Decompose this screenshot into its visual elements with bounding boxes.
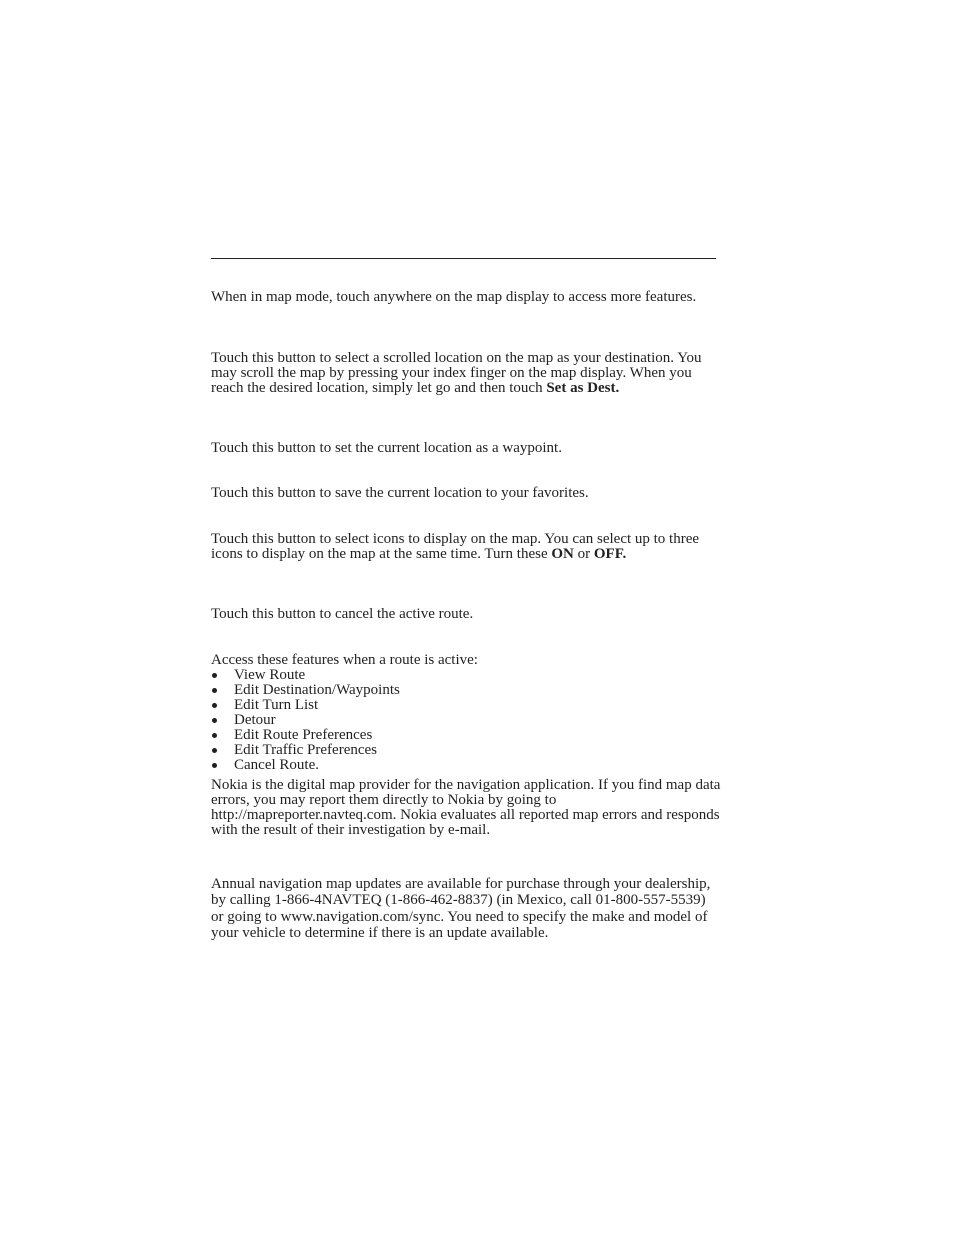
list-item-label: Edit Traffic Preferences xyxy=(234,742,378,758)
icons-description xyxy=(211,532,721,562)
route-features-list xyxy=(211,668,400,773)
list-item xyxy=(211,698,400,713)
set-as-dest-text: Touch this button to select a scrolled location on the map as your destination. You may scroll the map by pressing your index finger on the map display. When you reach the desired location, simply let go and then touch xyxy=(211,350,702,396)
route-features-intro: Access these features when a route is active: xyxy=(211,652,478,668)
map-mode-intro: When in map mode, touch anywhere on the map display to access more features. xyxy=(211,289,697,305)
waypoint-description: Touch this button to set the current location as a waypoint. xyxy=(211,440,562,456)
list-item-label: Detour xyxy=(234,712,276,728)
list-item-label: Edit Destination/Waypoints xyxy=(234,682,400,698)
list-item xyxy=(211,713,400,728)
set-as-dest-label: Set as Dest. xyxy=(546,380,620,396)
icons-off-label: OFF. xyxy=(593,546,627,562)
icons-text: Touch this button to select icons to display on the map. You can select up to three icons to display on the map at the same time. Turn these xyxy=(211,531,700,562)
cancel-route-description: Touch this button to cancel the active route. xyxy=(211,606,474,622)
map-updates-paragraph: Annual navigation map updates are available for purchase through your dealership, by calling 1-866-4NAVTEQ (1-866-462-8837) (in Mexico, call 01-800-557-5539) or going to www.navigation.com/sync. You need to specify the make and model of your vehicle to determine if there is an update available. xyxy=(211,876,711,941)
list-item xyxy=(211,668,400,683)
list-item-label: Edit Turn List xyxy=(234,697,319,713)
list-item-label: Cancel Route. xyxy=(234,757,319,773)
list-item xyxy=(211,728,400,743)
list-item-label: Edit Route Preferences xyxy=(234,727,373,743)
list-item xyxy=(211,743,400,758)
section-divider xyxy=(211,258,716,259)
list-item-label: View Route xyxy=(234,667,306,683)
nokia-map-provider-paragraph: Nokia is the digital map provider for the navigation application. If you find map data errors, you may report them directly to Nokia by going to http://mapreporter.navteq.com. Nokia evaluates all reported map errors and responds with the result of their investigation by e-mail. xyxy=(211,777,721,838)
favorites-description: Touch this button to save the current location to your favorites. xyxy=(211,485,589,501)
list-item xyxy=(211,758,400,773)
icons-or-text: or xyxy=(573,546,594,562)
set-as-dest-description xyxy=(211,351,721,396)
list-item xyxy=(211,683,400,698)
icons-on-label: ON xyxy=(551,546,574,562)
